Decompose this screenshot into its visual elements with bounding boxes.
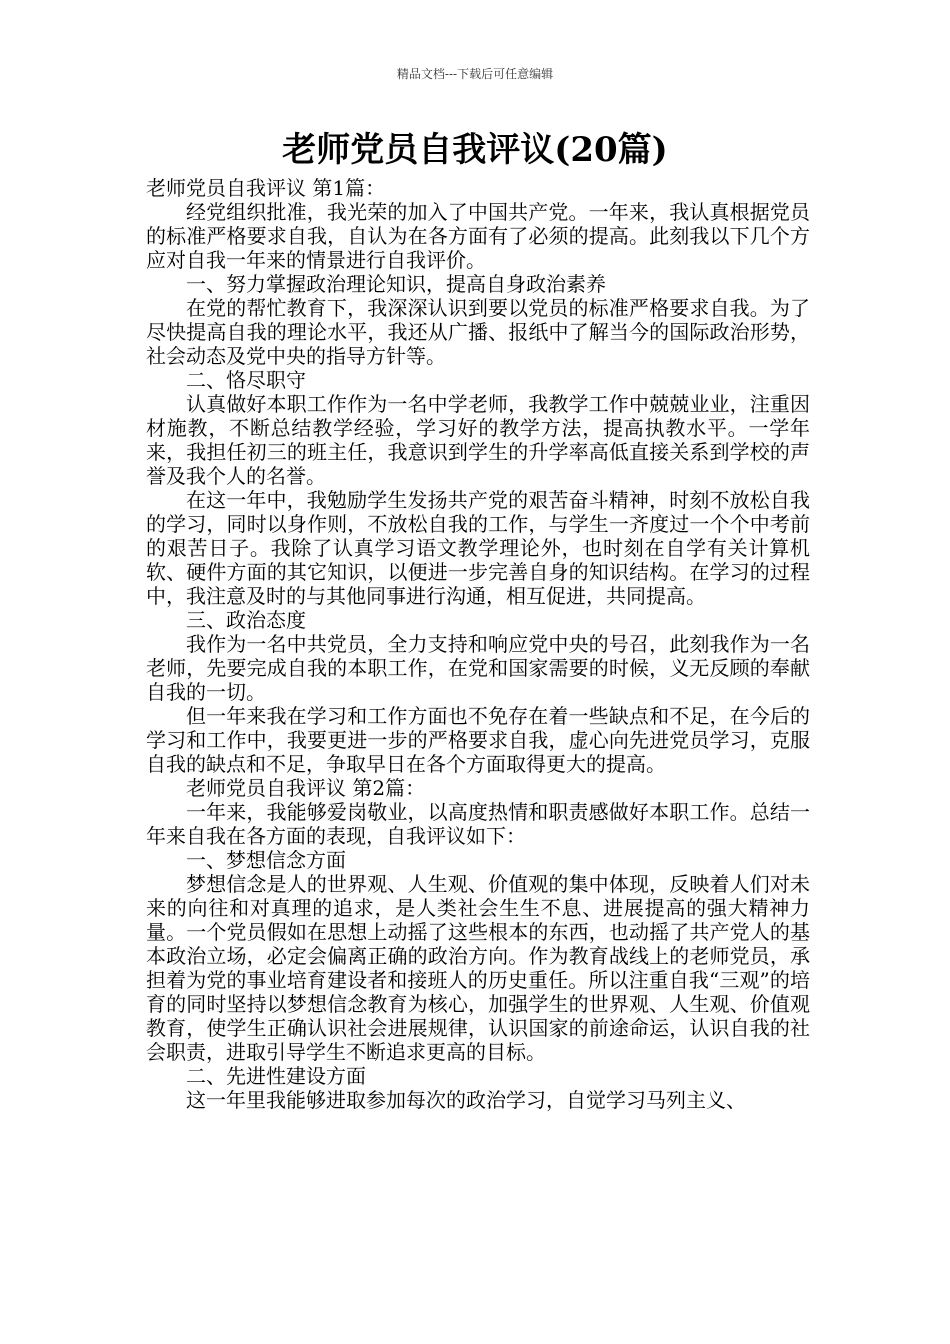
- section-heading-1: 老师党员自我评议 第1篇：: [146, 176, 386, 200]
- subheading: 二、先进性建设方面: [186, 1064, 366, 1088]
- page-header: 精品文档---下载后可任意编辑: [396, 67, 554, 81]
- paragraph: 经党组织批准，我光荣的加入了中国共产党。一年来，我认真根据党员的标准严格要求自我，自认为在各方面有了必须的提高。此刻我以下几个方应对自我一年来的情景进行自我评价。: [146, 200, 810, 272]
- paragraph: 在这一年中，我勉励学生发扬共产党的艰苦奋斗精神，时刻不放松自我的学习，同时以身作则，不放松自我的工作，与学生一齐度过一个个中考前的艰苦日子。我除了认真学习语文教学理论外，也时刻在自学有关计算机软、硬件方面的其它知识，以便进一步完善自身的知识结构。在学习的过程中，我注意及时的与其他同事进行沟通，相互促进，共同提高。: [146, 488, 810, 608]
- document-title: 老师党员自我评议(20篇): [282, 130, 668, 170]
- paragraph: 我作为一名中共党员，全力支持和响应党中央的号召，此刻我作为一名老师，先要完成自我的本职工作，在党和国家需要的时候，义无反顾的奉献自我的一切。: [146, 632, 810, 704]
- paragraph: 在党的帮忙教育下，我深深认识到要以党员的标准严格要求自我。为了尽快提高自我的理论水平，我还从广播、报纸中了解当今的国际政治形势，社会动态及党中央的指导方针等。: [146, 296, 810, 368]
- subheading: 一、努力掌握政治理论知识，提高自身政治素养: [186, 272, 606, 296]
- subheading: 三、政治态度: [186, 608, 306, 632]
- subheading: 一、梦想信念方面: [186, 848, 346, 872]
- paragraph: 但一年来我在学习和工作方面也不免存在着一些缺点和不足，在今后的学习和工作中，我要更进一步的严格要求自我，虚心向先进党员学习，克服自我的缺点和不足，争取早日在各个方面取得更大的提高。: [146, 704, 810, 776]
- section-heading-2: 老师党员自我评议 第2篇：: [186, 776, 426, 800]
- document-body: [146, 176, 810, 1112]
- subheading: 二、恪尽职守: [186, 368, 306, 392]
- paragraph: 梦想信念是人的世界观、人生观、价值观的集中体现，反映着人们对未来的向往和对真理的追求，是人类社会生生不息、进展提高的强大精神力量。一个党员假如在思想上动摇了这些根本的东西，也动摇了共产党人的基本政治立场，必定会偏离正确的政治方向。作为教育战线上的老师党员，承担着为党的事业培育建设者和接班人的历史重任。所以注重自我“三观”的培育的同时坚持以梦想信念教育为核心，加强学生的世界观、人生观、价值观教育，使学生正确认识社会进展规律，认识国家的前途命运，认识自我的社会职责，进取引导学生不断追求更高的目标。: [146, 872, 810, 1064]
- paragraph: 一年来，我能够爱岗敬业，以高度热情和职责感做好本职工作。总结一年来自我在各方面的表现，自我评议如下：: [146, 800, 810, 848]
- paragraph: 这一年里我能够进取参加每次的政治学习，自觉学习马列主义、: [186, 1088, 746, 1112]
- paragraph: 认真做好本职工作作为一名中学老师，我教学工作中兢兢业业，注重因材施教，不断总结教学经验，学习好的教学方法，提高执教水平。一学年来，我担任初三的班主任，我意识到学生的升学率高低直接关系到学校的声誉及我个人的名誉。: [146, 392, 810, 488]
